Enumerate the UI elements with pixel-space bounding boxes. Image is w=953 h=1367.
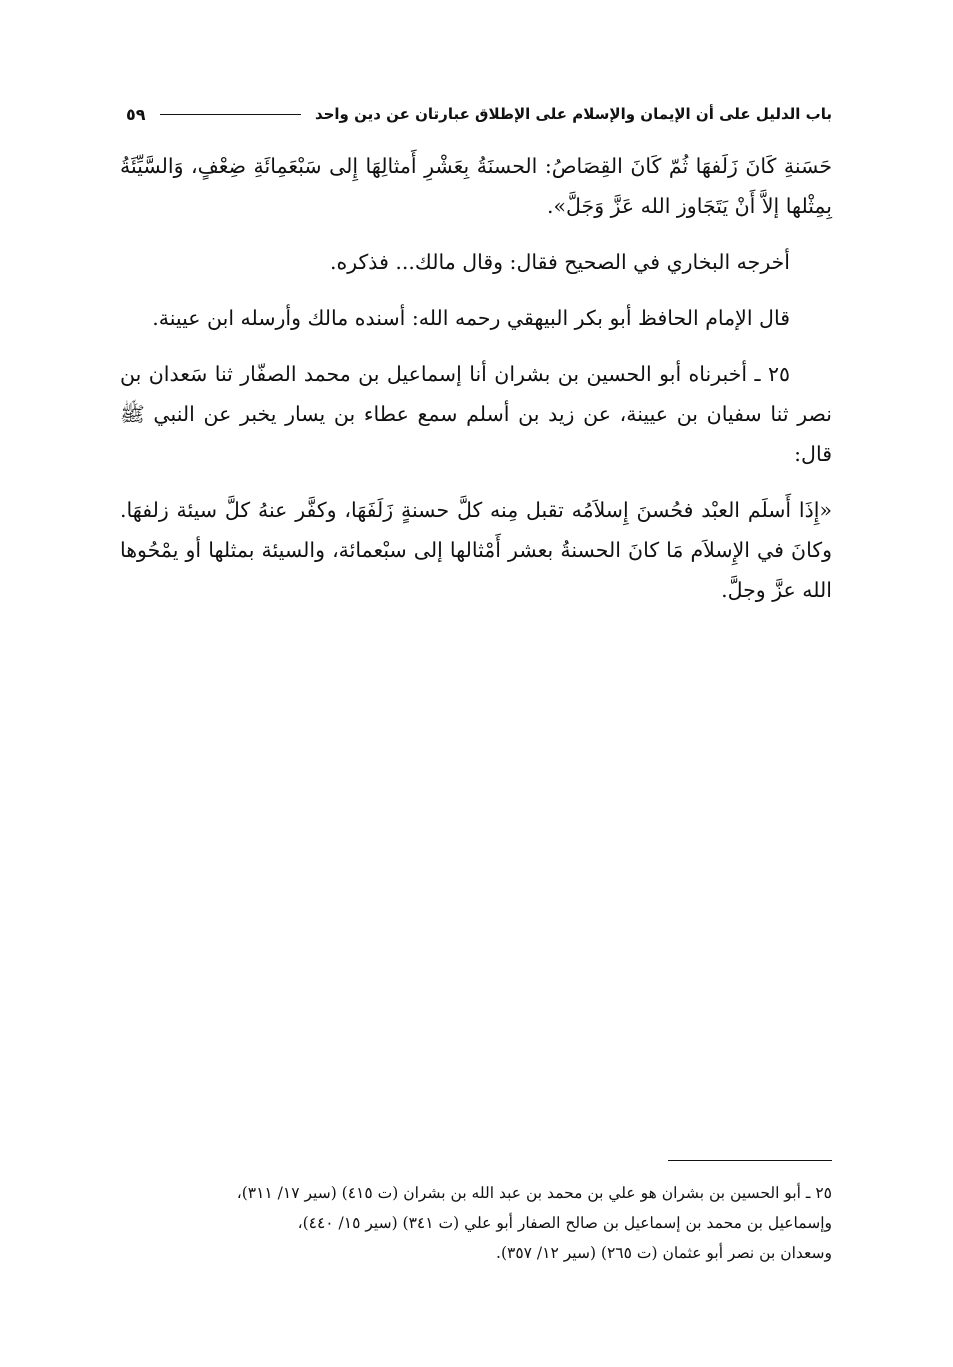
header-rule <box>160 114 301 115</box>
paragraph-isnad-25: ٢٥ ـ أخبرناه أبو الحسين بن بشران أنا إسماعيل بن محمد الصفّار ثنا سَعدان بن نصر ثنا سفيان بن عيينة، عن زيد بن أسلم سمع عطاء بن يسار يخبر عن النبي ﷺ قال: <box>120 362 832 466</box>
footnotes <box>120 1178 832 1268</box>
footnote-line: ٢٥ ـ أبو الحسين بن بشران هو علي بن محمد بن عبد الله بن بشران (ت ٤١٥) (سير ١٧/ ٣١١)، <box>236 1184 832 1202</box>
footnote-line: وإسماعيل بن محمد بن إسماعيل بن صالح الصفار أبو علي (ت ٣٤١) (سير ١٥/ ٤٤٠)، <box>297 1214 832 1232</box>
paragraph-bayhaqi: قال الإمام الحافظ أبو بكر البيهقي رحمه الله: أسنده مالك وأرسله ابن عيينة. <box>152 306 790 330</box>
paragraph-bukhari: أخرجه البخاري في الصحيح فقال: وقال مالك... فذكره. <box>329 250 790 274</box>
page-number: ٥٩ <box>126 104 146 124</box>
running-header <box>126 96 832 132</box>
main-text <box>120 146 832 626</box>
footnote-line: وسعدان بن نصر أبو عثمان (ت ٢٦٥) (سير ١٢/ ٣٥٧). <box>496 1244 832 1262</box>
paragraph-hadith-25: «إِذَا أَسلَم العبْد فحُسنَ إِسلاَمُه تقبل مِنه كلَّ حسنةٍ زَلَفَهَا، وكفَّر عنهُ كلَّ سيئة زلفهَا. وكانَ في الإِسلاَم مَا كانَ الحسنةُ بعشر أَمْثالها إلى سبْعمائة، والسيئة بمثلها أو يمْحُوها الله عزَّ وجلَّ. <box>120 498 832 602</box>
footnote-rule <box>668 1160 832 1161</box>
chapter-title: باب الدليل على أن الإيمان والإسلام على الإطلاق عبارتان عن دين واحد <box>314 105 832 123</box>
paragraph-hadith-end: حَسَنةِ كَانَ زَلَفهَا ثُمّ كَانَ القِصَاصُ: الحسنَةُ بِعَشْرِ أَمثالِهَا إِلى سَبْعَمِائَةِ ضِعْفٍ، وَالسَّيِّئَةُ بِمِثْلها إلاَّ أَنْ يَتَجَاوز الله عَزَّ وَجَلَّ». <box>120 154 832 218</box>
